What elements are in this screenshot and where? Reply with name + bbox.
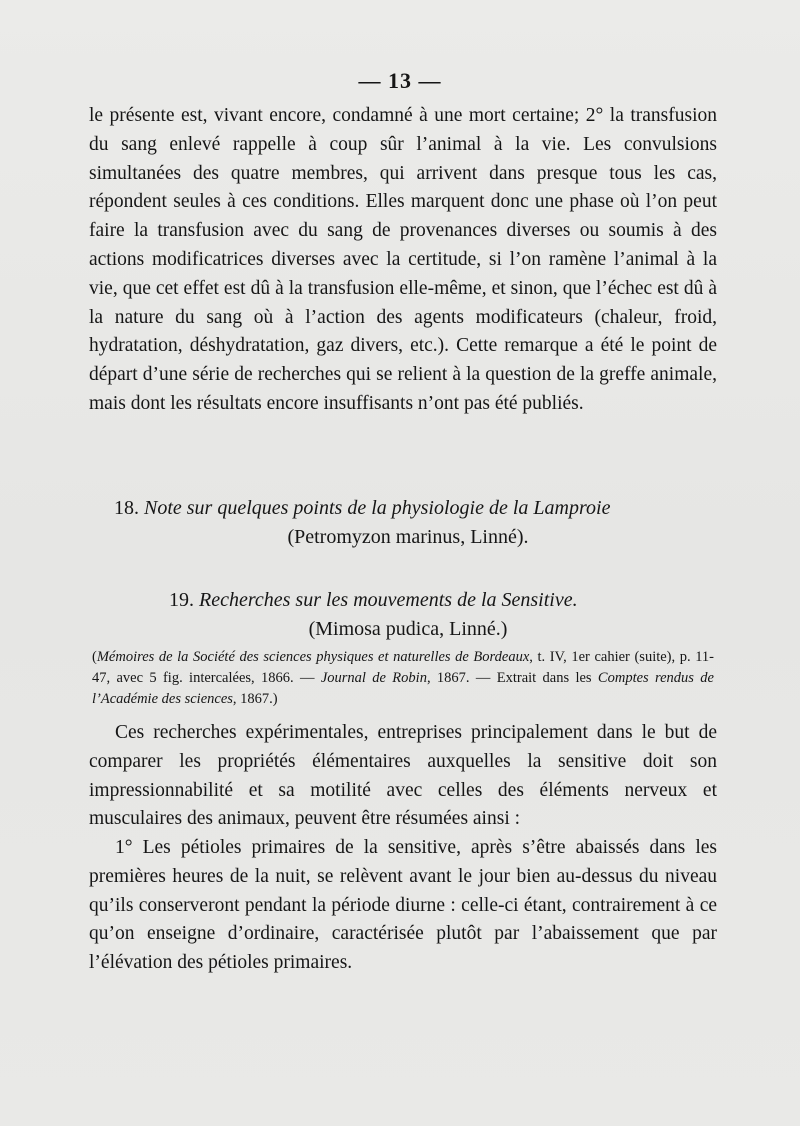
reference-journal-2: Journal de Robin (320, 670, 427, 686)
paragraph-1 (89, 102, 717, 419)
section-18-title-line (89, 494, 717, 523)
reference-details-3: , 1867.) (232, 691, 278, 707)
section-19-subtitle: (Mimosa pudica, Linné.) (308, 618, 508, 640)
paragraph-2-text: Ces recherches expérimentales, entreprises principalement dans le but de comparer les propriétés élémentaires auxquelles la sensitive doit son impressionnabilité et sa motilité avec celles des éléments nerveux et musculaires des animaux, peuvent être résumées ainsi : (89, 722, 717, 830)
section-18-number: 18. (114, 497, 139, 519)
reference-journal-1: Mémoires de la Société des sciences physiques et naturelles de Bordeaux (96, 649, 530, 665)
section-18-heading (89, 494, 717, 552)
section-19-number: 19. (169, 589, 194, 611)
paragraph-3 (89, 834, 717, 978)
section-19-title-line (89, 586, 717, 615)
paragraph-2 (89, 719, 717, 834)
section-19-heading (89, 586, 717, 644)
section-18-title: Note sur quelques points de la physiologie de la Lamproie (144, 497, 611, 519)
reference-details-1: , t. IV, 1er cahier (suite), p. 11-47, avec 5 fig. intercalées, 1866. — (92, 649, 714, 686)
reference-journal-3: Comptes rendus de l’Académie des sciences (92, 670, 714, 707)
page-number: — 13 — (358, 68, 442, 93)
reference-details-2: , 1867. — Extrait dans les (426, 670, 598, 686)
section-19-title: Recherches sur les mouvements de la Sensitive. (199, 589, 578, 611)
paragraph-3-text: 1° Les pétioles primaires de la sensitive, après s’être abaissés dans les premières heures de la nuit, se relèvent avant le jour bien au-dessus du niveau qu’ils conserveront pendant la période diurne : celle-ci étant, contrairement à ce qu’on enseigne d’ordinaire, caractérisée plutôt par l’abaissement que par l’élévation des pétioles primaires. (89, 837, 717, 974)
reference-open: ( (92, 649, 97, 665)
bibliographic-reference (92, 647, 714, 710)
section-18-subtitle: (Petromyzon marinus, Linné). (287, 526, 529, 548)
paragraph-1-text: le présente est, vivant encore, condamné à une mort certaine; 2° la transfusion du sang enlevé rappelle à coup sûr l’animal à la vie. Les convulsions simultanées des quatre membres, qui arrivent dans presque tous les cas, répondent seules à ces conditions. Elles marquent donc une phase où l’on peut faire la transfusion avec du sang de provenances diverses ou soumis à des actions modificatrices diverses avec la certitude, si l’on ramène l’animal à la vie, que cet effet est dû à la transfusion elle-même, et sinon, que l’échec est dû à la nature du sang où à l’action des agents modificateurs (chaleur, froid, hydratation, déshydratation, gaz divers, etc.). Cette remarque a été le point de départ d’une série de recherches qui se relient à la question de la greffe animale, mais dont les résultats encore insuffisants n’ont pas été publiés. (89, 105, 717, 414)
